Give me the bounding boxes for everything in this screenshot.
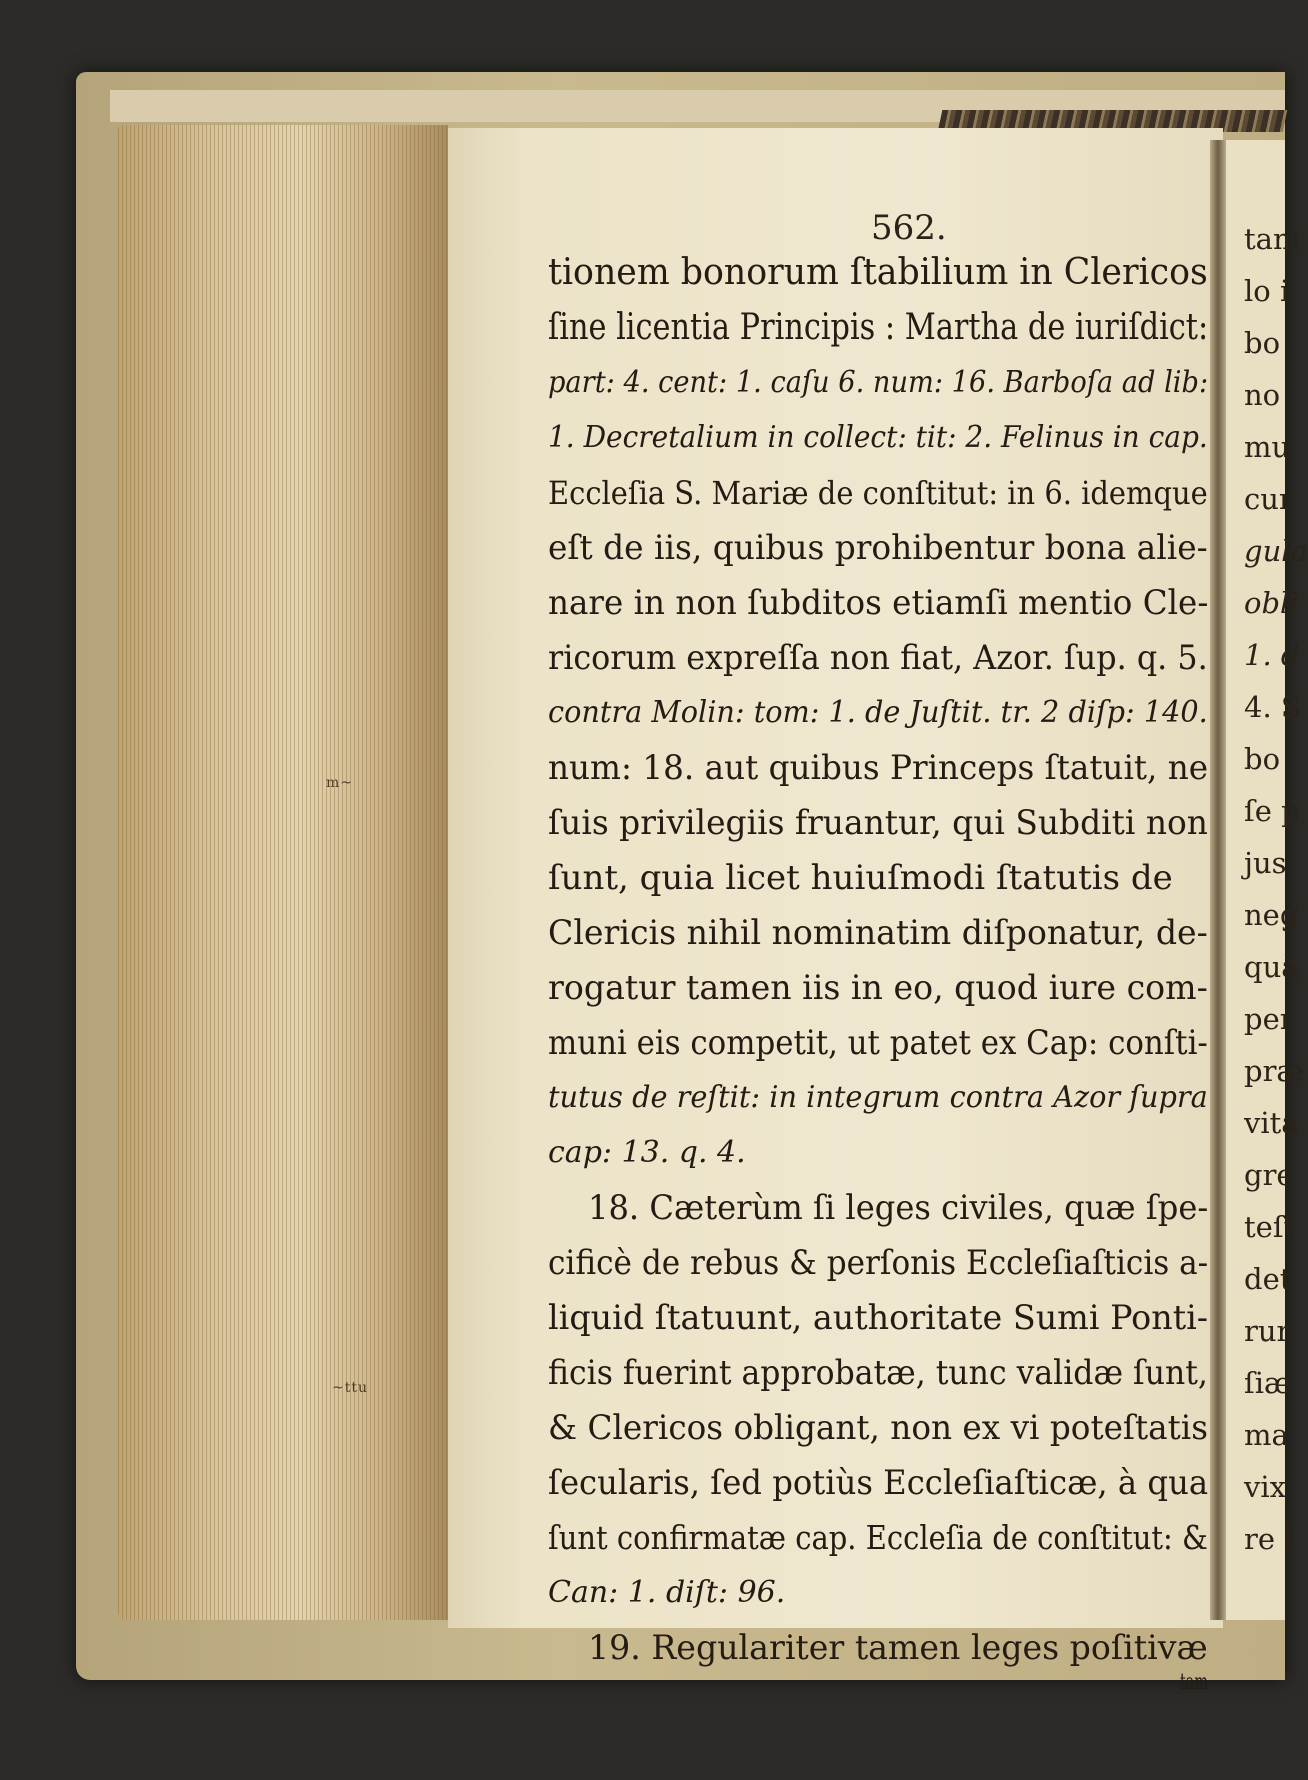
body-line: tionem bonorum ſtabilium in Clericos <box>548 252 1208 293</box>
body-line: ricorum expreſſa non fiat, Azor. ſup. q. 5. <box>548 638 1208 678</box>
body-line: rogatur tamen iis in eo, quod iure com- <box>548 968 1208 1008</box>
body-line: & Clericos obligant, non ex vi poteſtatis <box>548 1408 1208 1448</box>
body-line: tutus de reſtit: in integrum contra Azor ſupra <box>548 1080 1208 1115</box>
facing-line: det <box>1244 1262 1292 1296</box>
body-line: cificè de rebus & perſonis Eccleſiaſticis a- <box>548 1243 1209 1283</box>
facing-line: neg <box>1244 898 1299 932</box>
facing-line: bo <box>1244 326 1281 360</box>
body-line: muni eis competit, ut patet ex Cap: conſti- <box>548 1023 1208 1063</box>
gutter <box>1210 140 1226 1620</box>
facing-line: obli <box>1244 586 1299 620</box>
facing-line: 4. S <box>1244 690 1301 724</box>
edge-mark: m~ <box>326 775 354 791</box>
facing-page <box>1226 140 1308 1620</box>
body-line: ſine licentia Principis : Martha de iuriſdict: <box>548 307 1209 348</box>
facing-line: teſt <box>1244 1210 1296 1244</box>
body-line: eſt de iis, quibus prohibentur bona alie- <box>548 528 1208 568</box>
facing-line: lo i <box>1244 274 1290 308</box>
catchword: tam <box>1180 1670 1209 1695</box>
facing-line: re l <box>1244 1522 1294 1556</box>
body-line: cap: 13. q. 4. <box>548 1135 746 1170</box>
body-line: part: 4. cent: 1. caſu 6. num: 16. Barboſa ad lib: <box>548 365 1209 400</box>
facing-line: vita <box>1244 1106 1299 1140</box>
facing-line: cur <box>1244 482 1293 516</box>
facing-line: gula <box>1244 534 1308 568</box>
facing-line: 1. d <box>1244 638 1300 672</box>
body-line: ſunt confirmatæ cap. Eccleſia de conſtitut: & <box>548 1518 1208 1557</box>
body-line: Can: 1. diſt: 96. <box>548 1575 786 1610</box>
body-line: contra Molin: tom: 1. de Juſtit. tr. 2 diſp: 140. <box>548 695 1208 730</box>
body-line: 18. Cæterùm ſi leges civiles, quæ ſpe- <box>588 1188 1209 1228</box>
body-line: ſunt, quia licet huiuſmodi ſtatutis de <box>548 858 1173 898</box>
facing-line: vix <box>1244 1470 1287 1504</box>
edge-mark: ~ttu <box>332 1380 368 1396</box>
body-line: liquid ſtatuunt, authoritate Sumi Ponti- <box>548 1298 1209 1338</box>
facing-line: no <box>1244 378 1281 412</box>
body-line: num: 18. aut quibus Princeps ſtatuit, ne <box>548 748 1209 788</box>
facing-line: ma <box>1244 1418 1289 1452</box>
facing-line: ſiæ <box>1244 1366 1292 1400</box>
body-line: 1. Decretalium in collect: tit: 2. Felinus in cap. <box>548 420 1208 455</box>
body-line: Clericis nihil nominatim diſponatur, de- <box>548 913 1208 953</box>
facing-line: mu <box>1244 430 1291 464</box>
facing-line: gre <box>1244 1158 1294 1192</box>
facing-line: tam <box>1244 222 1301 256</box>
facing-line: per <box>1244 1002 1294 1036</box>
body-line: Eccleſia S. Mariæ de conſtitut: in 6. idemque <box>548 474 1208 512</box>
body-line: ficis fuerint approbatæ, tunc validæ ſunt, <box>548 1353 1208 1393</box>
facing-line: quà <box>1244 950 1299 984</box>
facing-line: jus <box>1244 846 1287 880</box>
facing-line: bo <box>1244 742 1281 776</box>
body-line: ſecularis, ſed potiùs Eccleſiaſticæ, à qua <box>548 1463 1209 1503</box>
body-line: nare in non ſubditos etiamſi mentio Cle- <box>548 583 1209 623</box>
fore-edge <box>118 125 448 1620</box>
facing-line: run <box>1244 1314 1296 1348</box>
facing-line: præ <box>1244 1054 1304 1088</box>
facing-line: ſe p <box>1244 794 1300 828</box>
body-line: ſuis privilegiis fruantur, qui Subditi non <box>548 803 1208 843</box>
body-line: 19. Regulariter tamen leges poſitivæ <box>588 1628 1208 1668</box>
page-number: 562. <box>871 208 947 248</box>
